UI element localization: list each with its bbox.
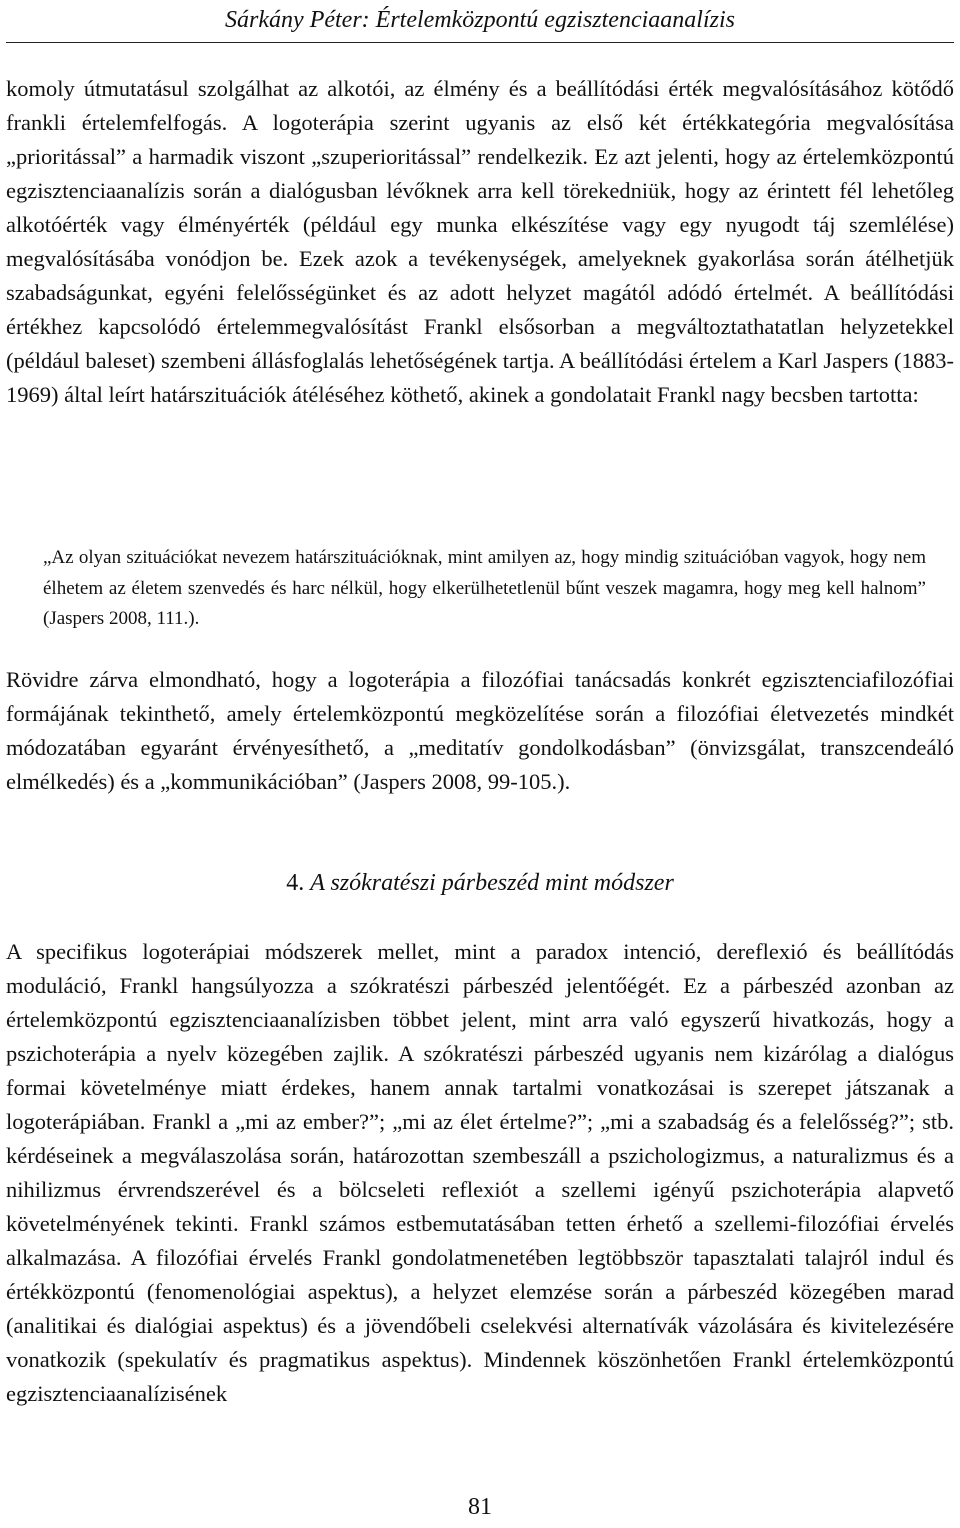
paragraph-conclusion: Rövidre zárva elmondható, hogy a logoterápia a filozófiai tanácsadás konkrét egzisztenciafilozófiai formájának tekinthető, amely értelemközpontú megközelítése során a filozófiai életvezetés mindkét módozatában egyaránt érvényesíthető, a „meditatív gondolkodásban” (önvizsgálat, transzcendeáló elmélkedés) és a „kommunikációban” (Jaspers 2008, 99-105.). — [6, 667, 954, 794]
running-head: Sárkány Péter: Értelemközpontú egzisztenciaanalízis — [225, 7, 735, 33]
paragraph-socratic-dialogue: A specifikus logoterápiai módszerek mellet, mint a paradox intenció, dereflexió és beállítódás moduláció, Frankl hangsúlyozza a szókratészi párbeszéd jelentőégét. Ez a párbeszéd azonban az értelemközpontú egzisztenciaanalízisben többet jelent, mint arra való egyszerű hivatkozás, hogy a pszichoterápia a nyelv közegében zajlik. A szókratészi párbeszéd ugyanis nem kizárólag a dialógus formai követelménye miatt érdekes, hanem annak tartalmi vonatkozásai is szerepet játszanak a logoterápiában. Frankl a „mi az ember?”; „mi az élet értelme?”; „mi a szabadság és a felelősség?”; stb. kérdéseinek a megválaszolása során, határozottan szembeszáll a pszichologizmus, a naturalizmus és a nihilizmus érvrendszerével és a bölcseleti reflexiót a szellemi igényű pszichoterápia alapvető követelményének tekinti. Frankl számos estbemutatásában tetten érhető a szellemi-filozófiai érvelés alkalmazása. A filozófiai érvelés Frankl gondolatmenetében legtöbbször tapasztalati talajról indul és értékközpontú (fenomenológiai aspektus), a helyzet elemzése során a párbeszéd közegében marad (analitikai és dialógiai aspektus) és a jövendőbeli cselekvési alternatívák vázolására és kivitelezésére vonatkozik (spekulatív és pragmatikus aspektus). Mindennek köszönhetően Frankl értelemközpontú egzisztenciaanalízisének — [6, 939, 954, 1406]
page-number: 81 — [468, 1494, 492, 1520]
section-title: A szókratészi párbeszéd mint módszer — [310, 870, 674, 896]
paragraph-values: komoly útmutatásul szolgálhat az alkotói, az élmény és a beállítódási érték megvalósításához kötődő frankli értelemfelfogás. A logoterápia szerint ugyanis az első két értékkategória megvalósítása „prioritással” a harmadik viszont „szuperioritással” rendelkezik. Ez azt jelenti, hogy az értelemközpontú egzisztenciaanalízis során a dialógusban lévőknek arra kell törekedniük, hogy az érintett fél lehetőleg alkotóérték vagy élményérték (például egy munka elkészítése vagy egy nyugodt táj szemlélése) megvalósításába vonódjon be. Ezek azok a tevékenységek, amelyeknek gyakorlása során átélhetjük szabadságunkat, egyéni felelősségünket és az adott helyzet magától adódó értelmét. A beállítódási értékhez kapcsolódó értelemmegvalósítást Frankl elsősorban a megváltoztathatatlan helyzetekkel (például baleset) szembeni állásfoglalás lehetőségének tartja. A beállítódási értelem a Karl Jaspers (1883-1969) által leírt határszituációk átéléséhez köthető, akinek a gondolatait Frankl nagy becsben tartotta: — [6, 76, 954, 407]
section-heading — [0, 866, 960, 900]
section-number: 4. — [286, 870, 305, 896]
header-divider — [6, 42, 954, 43]
block-quote-jaspers: „Az olyan szituációkat nevezem határszituációknak, mint amilyen az, hogy mindig szituációban vagyok, hogy nem élhetem az életem szenvedés és harc nélkül, hogy elkerülhetetlenül bűnt veszek magamra, hogy meg kell halnom” (Jaspers 2008, 111.). — [43, 547, 926, 629]
